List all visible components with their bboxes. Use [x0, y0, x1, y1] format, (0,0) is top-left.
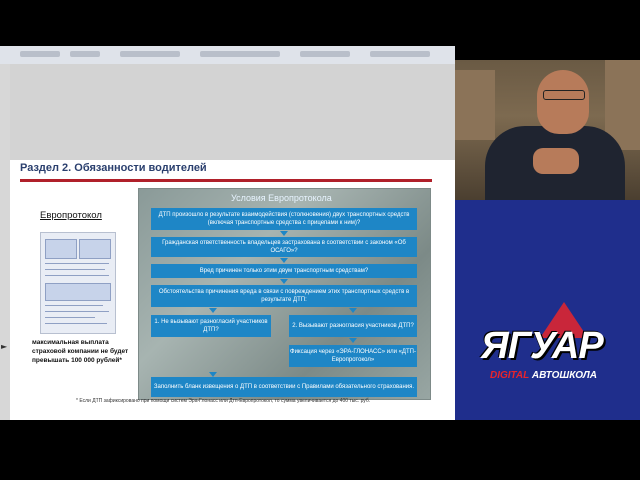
footnote: * Если ДТП зафиксировано при помощи систем Эра-Глонасс или Дтп-Европротокол, то сумма увеличивается до 400 тыс. руб.	[76, 398, 371, 404]
flow-arrow	[349, 308, 357, 313]
flow-arrow	[280, 231, 288, 236]
condition-box-two-vehicles: Вред причинен только этим двум транспортным средствам?	[151, 264, 417, 278]
flow-arrow	[209, 308, 217, 313]
presenter-head	[537, 70, 589, 134]
max-payout-note	[32, 338, 150, 365]
presentation-toolbar	[0, 46, 455, 64]
brand-autoschool: АВТОШКОЛА	[531, 370, 597, 381]
fill-notice-box: Заполнить бланк извещения о ДТП в соответствии с Правилами обязательного страхования.	[151, 377, 417, 397]
brand-digital: DIGITAL	[490, 370, 530, 381]
brand-logo: ЯГУАР	[481, 325, 603, 367]
fixation-glonass-box: Фиксация через «ЭРА-ГЛОНАСС» или «ДТП-Европротокол»	[289, 345, 417, 367]
slide-header-area	[10, 64, 455, 160]
section-title: Раздел 2. Обязанности водителей	[20, 162, 207, 174]
title-underline	[20, 179, 432, 182]
presenter-hands	[533, 148, 579, 174]
presentation-slide	[10, 64, 455, 420]
flow-arrow	[280, 279, 288, 284]
panel-title: Условия Европротокола	[231, 193, 332, 203]
brand-subtitle	[490, 370, 597, 381]
condition-box-circumstances: Обстоятельства причинения вреда в связи с повреждением этих транспортных средств в результате ДТП:	[151, 285, 417, 307]
europrotocol-conditions-panel	[138, 188, 431, 400]
left-scroll-strip[interactable]	[0, 64, 10, 420]
europrotocol-form-image	[40, 232, 116, 334]
option-disagreement: 2. Вызывают разногласия участников ДТП?	[289, 315, 417, 337]
payout-line: страховой компании не будет	[32, 348, 129, 355]
payout-line: максимальная выплата	[32, 339, 109, 346]
scroll-right-icon[interactable]: ►	[1, 342, 8, 351]
condition-box-collision: ДТП произошло в результате взаимодействия (столкновения) двух транспортных средств (включая транспортные средства с прицепами к ним)?	[151, 208, 417, 230]
flow-arrow	[280, 258, 288, 263]
payout-line: превышать 100 000 рублей*	[32, 357, 122, 364]
bottom-black-bar	[0, 420, 640, 480]
flow-arrow	[349, 338, 357, 343]
option-no-disagreement: 1. Не вызывают разногласий участников ДТП?	[151, 315, 271, 337]
webcam-video	[455, 60, 640, 200]
glasses-icon	[543, 90, 585, 100]
condition-box-insurance: Гражданская ответственность владельцев застрахована в соответствии с законом «Об ОСАГО»?	[151, 237, 417, 257]
europrotocol-label: Европротокол	[40, 210, 102, 221]
